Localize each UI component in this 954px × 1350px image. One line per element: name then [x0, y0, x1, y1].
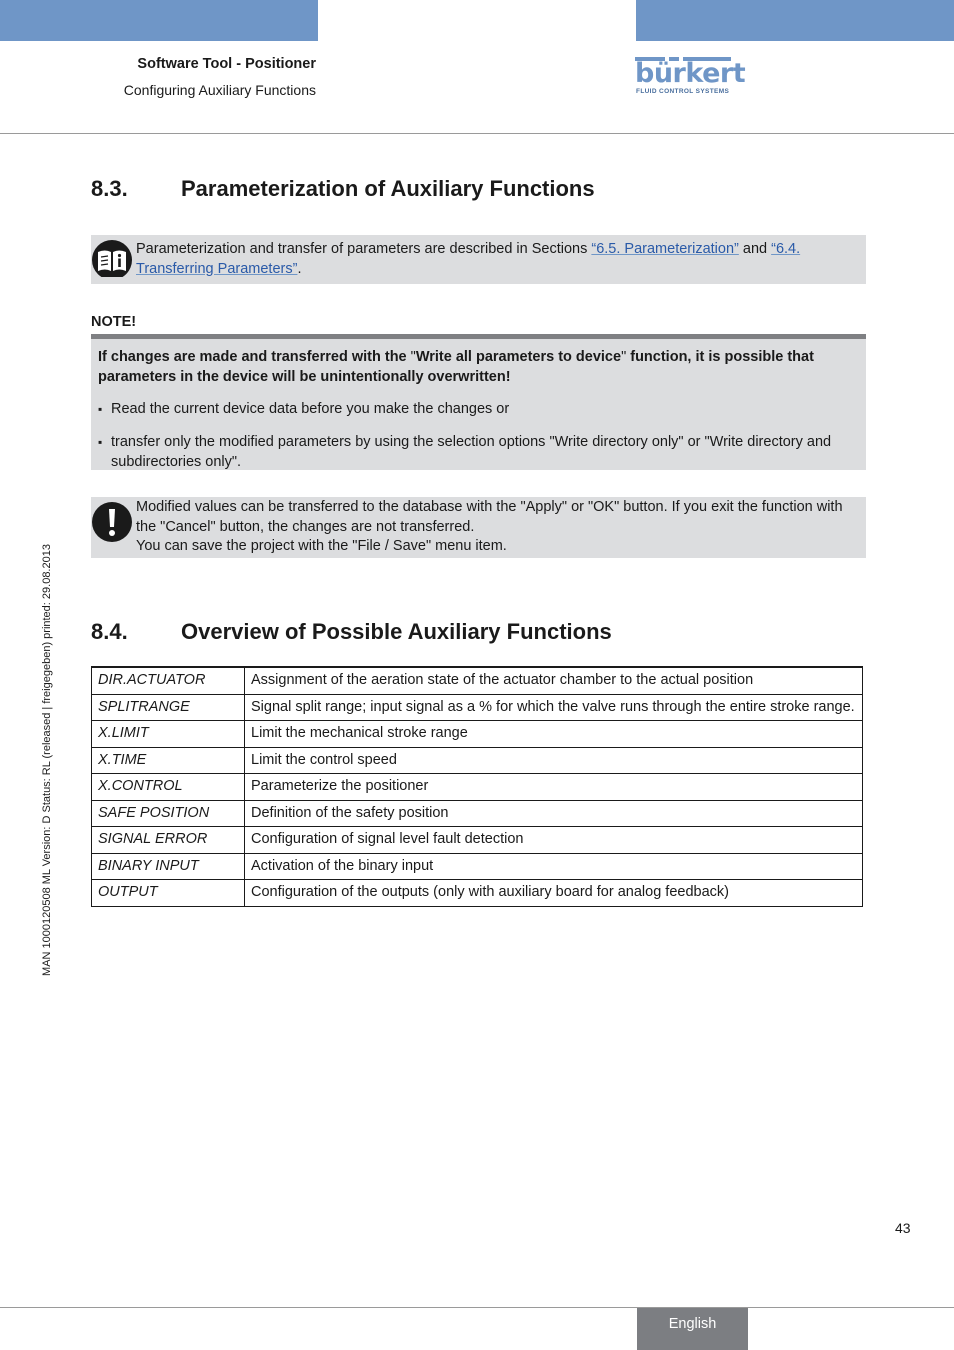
function-name-cell: DIR.ACTUATOR — [92, 667, 245, 694]
function-description-cell: Parameterize the positioner — [245, 774, 863, 801]
function-name-cell: BINARY INPUT — [92, 853, 245, 880]
header-bar-left — [0, 0, 318, 41]
table-row — [92, 774, 863, 801]
table-row — [92, 827, 863, 854]
function-description-cell: Configuration of the outputs (only with auxiliary board for analog feedback) — [245, 880, 863, 907]
function-name-cell: SIGNAL ERROR — [92, 827, 245, 854]
footer-divider — [0, 1307, 954, 1308]
auxiliary-functions-table — [91, 666, 863, 907]
function-name-cell: X.CONTROL — [92, 774, 245, 801]
function-description-cell: Activation of the binary input — [245, 853, 863, 880]
function-name-cell: X.LIMIT — [92, 721, 245, 748]
function-description-cell: Signal split range; input signal as a % for which the valve runs through the entire stroke range. — [245, 694, 863, 721]
hint-text: Modified values can be transferred to the database with the "Apply" or "OK" button. If you exit the function with the "Cancel" button, the changes are not transferred. You can save the project with the "File / Save" menu item. — [136, 499, 843, 554]
chapter-subtitle: Configuring Auxiliary Functions — [123, 82, 316, 98]
note-warning-text: If changes are made and transferred with the "Write all parameters to device" function, it is possible that parameters in the device will be unintentionally overwritten! — [98, 349, 814, 385]
table-row — [92, 721, 863, 748]
function-name-cell: OUTPUT — [92, 880, 245, 907]
table-row — [92, 667, 863, 694]
info-text: Parameterization and transfer of parameters are described in Sections “6.5. Parameterization” and “6.4. Transferring Parameters”. — [136, 241, 801, 277]
bullet-icon: ▪ — [98, 402, 103, 416]
function-description-cell: Assignment of the aeration state of the actuator chamber to the actual position — [245, 667, 863, 694]
section-number: 8.4. — [91, 619, 128, 644]
header-divider — [0, 133, 954, 134]
function-name-cell: X.TIME — [92, 747, 245, 774]
function-name-cell: SAFE POSITION — [92, 800, 245, 827]
language-tab: English — [637, 1308, 748, 1350]
section-title: Overview of Possible Auxiliary Functions — [181, 619, 612, 644]
section-number: 8.3. — [91, 176, 128, 201]
link-section-6-4[interactable]: “6.4. Transferring Parameters” — [136, 241, 801, 277]
logo-tagline: FLUID CONTROL SYSTEMS — [636, 88, 730, 95]
document-metadata-side-text: MAN 1000120508 ML Version: D Status: RL (released | freigegeben) printed: 29.08.2013 — [41, 544, 53, 976]
function-description-cell: Limit the control speed — [245, 747, 863, 774]
table-row — [92, 747, 863, 774]
table-row — [92, 853, 863, 880]
note-label: NOTE! — [91, 314, 137, 330]
note-box — [91, 334, 866, 470]
info-box — [91, 235, 866, 284]
section-title: Parameterization of Auxiliary Functions — [181, 176, 595, 201]
page-number: 43 — [895, 1220, 911, 1236]
table-row — [92, 880, 863, 907]
exclamation-icon — [91, 501, 133, 543]
section-heading-8-4 — [91, 619, 612, 645]
note-bullet-2: ▪ transfer only the modified parameters by using the selection options "Write directory only" or "Write directory and subdirectories only". — [98, 434, 832, 470]
function-description-cell: Definition of the safety position — [245, 800, 863, 827]
function-description-cell: Configuration of signal level fault detection — [245, 827, 863, 854]
logo-wordmark: bürkert — [635, 58, 746, 89]
header-bar-right — [636, 0, 954, 41]
section-heading-8-3 — [91, 176, 595, 202]
table-row — [92, 694, 863, 721]
manual-info-icon — [91, 235, 133, 277]
hint-box — [91, 497, 866, 558]
table-row — [92, 800, 863, 827]
function-description-cell: Limit the mechanical stroke range — [245, 721, 863, 748]
note-bullet-1: ▪ Read the current device data before you make the changes or — [98, 400, 856, 420]
document-title: Software Tool - Positioner — [137, 56, 316, 72]
function-name-cell: SPLITRANGE — [92, 694, 245, 721]
link-section-6-5[interactable]: “6.5. Parameterization” — [591, 241, 739, 257]
burkert-logo — [635, 57, 746, 97]
bullet-icon: ▪ — [98, 435, 103, 449]
